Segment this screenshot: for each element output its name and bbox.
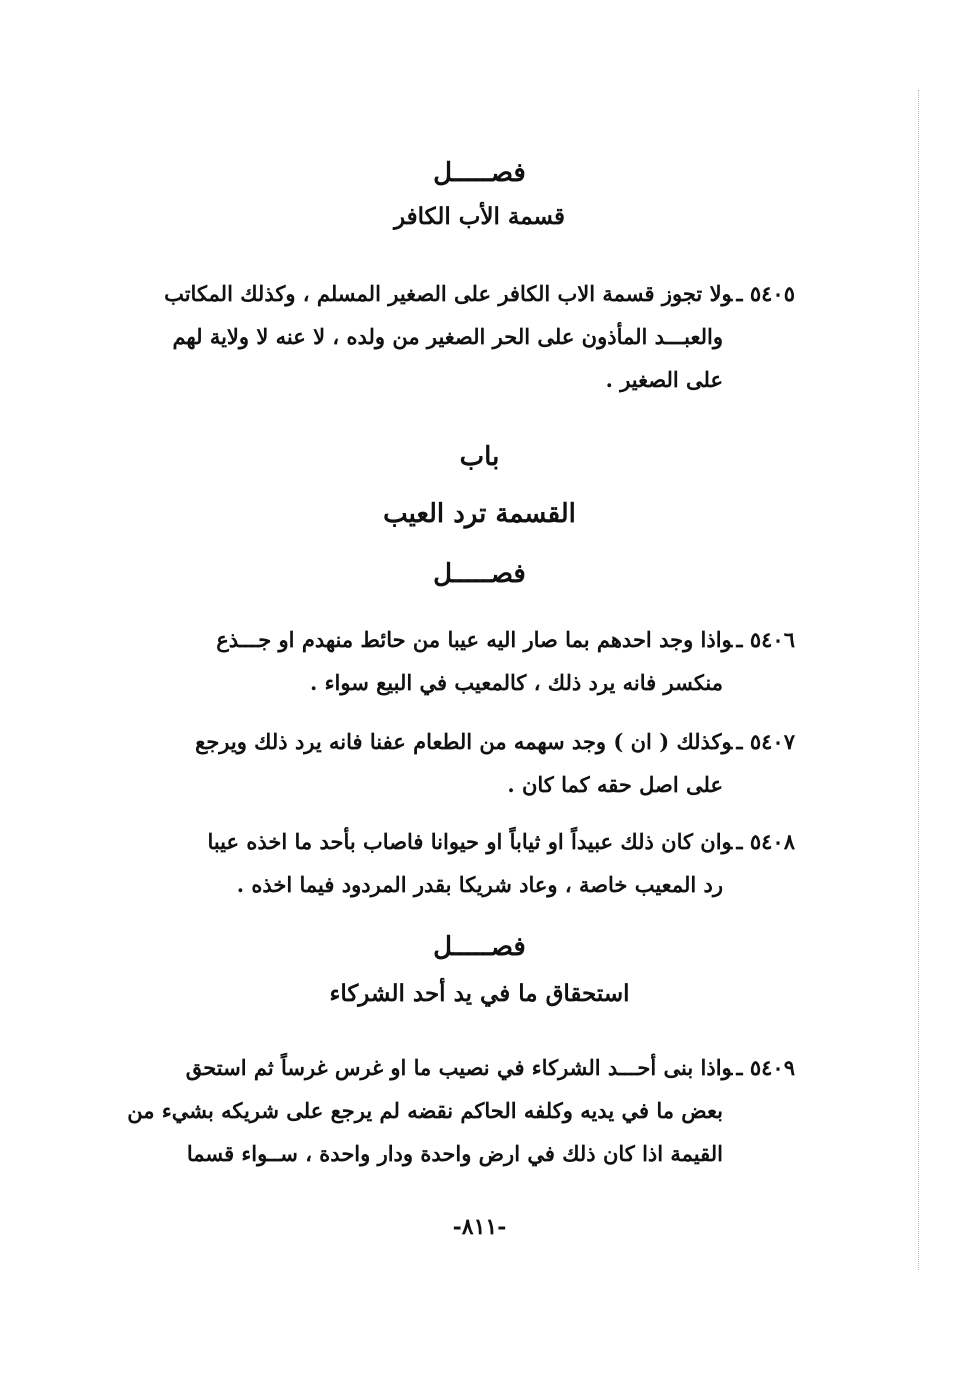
paragraph-line: رد المعيب خاصة ، وعاد شريكا بقدر المردود فيما اخذه . (236, 872, 723, 897)
section-title-3: استحقاق ما في يد أحد الشركاء (329, 980, 630, 1007)
paragraph-5405 (164, 272, 795, 401)
section-title-1: قسمة الأب الكافر (393, 203, 566, 230)
paragraph-line: على اصل حقه كما كان . (507, 772, 723, 797)
paragraph-line: بعض ما في يديه وكلفه الحاكم نقضه لم يرجع على شريكه بشيء من (127, 1098, 723, 1123)
paragraph-line: واذا وجد احدهم بما صار اليه عيبا من حائط منهدم او جـــذع (216, 627, 733, 652)
paragraph-line: وان كان ذلك عبيداً او ثياباً او حيوانا فاصاب بأحد ما اخذه عيبا (207, 829, 733, 854)
paragraph-line: القيمة اذا كان ذلك في ارض واحدة ودار واحدة ، ســواء قسما (186, 1141, 723, 1166)
section-heading-2: فصـــــل (433, 559, 526, 589)
paragraph-line: ولا تجوز قسمة الاب الكافر على الصغير المسلم ، وكذلك المكاتب (164, 281, 733, 306)
page-number: -٨١١- (452, 1214, 507, 1240)
paragraph-number: ٥٤٠٦ ـ (736, 627, 795, 652)
margin-dotted-line (918, 90, 919, 1270)
paragraph-line: واذا بنى أحـــد الشركاء في نصيب ما او غرس غرساً ثم استحق (185, 1055, 733, 1080)
paragraph-number: ٥٤٠٧ ـ (736, 729, 795, 754)
paragraph-line: والعبـــد المأذون على الحر الصغير من ولده ، لا عنه لا ولاية لهم (172, 324, 723, 349)
bab-heading: باب (459, 442, 500, 472)
paragraph-5409 (127, 1046, 795, 1175)
paragraph-5406 (180, 618, 795, 704)
bab-title: القسمة ترد العيب (383, 499, 576, 529)
paragraph-line: منكسر فانه يرد ذلك ، كالمعيب في البيع سواء . (310, 670, 723, 695)
paragraph-line: على الصغير . (605, 367, 723, 392)
paragraph-5408 (180, 820, 795, 906)
paragraph-number: ٥٤٠٨ ـ (736, 829, 795, 854)
paragraph-number: ٥٤٠٥ ـ (736, 281, 795, 306)
section-heading-1: فصـــــل (433, 158, 526, 188)
paragraph-number: ٥٤٠٩ ـ (736, 1055, 795, 1080)
paragraph-5407 (180, 720, 795, 806)
section-heading-3: فصـــــل (433, 932, 526, 962)
paragraph-line: وكذلك ( ان ) وجد سهمه من الطعام عفنا فانه يرد ذلك ويرجع (195, 729, 733, 754)
